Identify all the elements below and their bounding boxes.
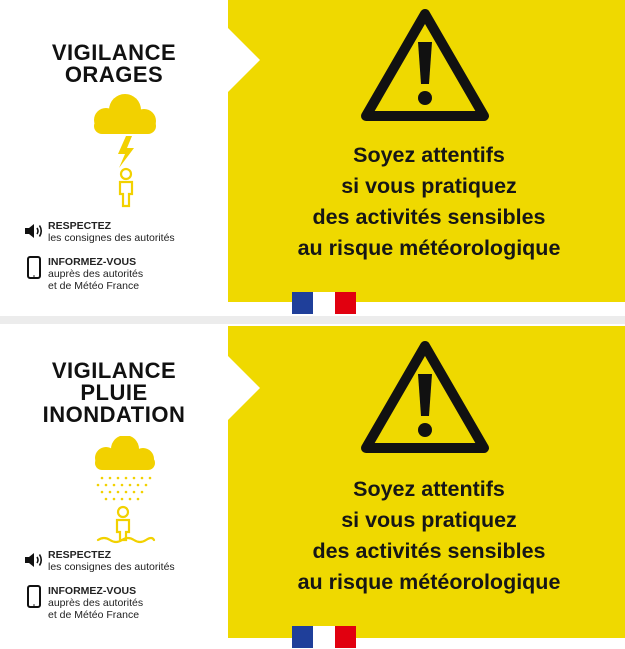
warning-triangle-icon	[360, 8, 490, 122]
vigilance-card-pluie-inondation	[0, 326, 625, 649]
action-text: auprès des autorités	[48, 268, 144, 280]
action-text: auprès des autorités	[48, 597, 144, 609]
action-respectez	[22, 549, 175, 573]
smartphone-icon	[22, 256, 48, 280]
message-text: Soyez attentifs si vous pratiquez des activités sensibles au risque météorologique	[297, 143, 561, 260]
panel-arrow-notch	[228, 356, 260, 420]
action-title: INFORMEZ-VOUS	[48, 256, 137, 268]
action-title: INFORMEZ-VOUS	[48, 585, 137, 597]
action-text: et de Météo France	[48, 280, 140, 292]
action-informez-vous	[22, 256, 143, 292]
action-informez-vous	[22, 585, 143, 621]
warning-triangle-icon	[360, 340, 490, 454]
republic-flag-logo	[292, 292, 356, 314]
action-text: les consignes des autorités	[48, 561, 175, 573]
speaker-icon	[22, 220, 48, 244]
action-title: RESPECTEZ	[48, 549, 112, 561]
smartphone-icon	[22, 585, 48, 609]
cloud-lightning-person-icon	[78, 94, 168, 212]
cloud-rain-person-icon	[78, 436, 168, 548]
action-text: les consignes des autorités	[48, 232, 175, 244]
panel-arrow-notch	[228, 28, 260, 92]
card-title: VIGILANCE PLUIE INONDATION	[42, 358, 186, 427]
card-divider	[0, 316, 625, 324]
message-text: Soyez attentifs si vous pratiquez des activités sensibles au risque météorologique	[297, 477, 561, 594]
republic-flag-logo	[292, 626, 356, 648]
action-text: et de Météo France	[48, 609, 140, 621]
action-title: RESPECTEZ	[48, 220, 112, 232]
speaker-icon	[22, 549, 48, 573]
vigilance-card-orages	[0, 0, 625, 314]
card-title: VIGILANCE ORAGES	[51, 40, 177, 87]
action-respectez	[22, 220, 175, 244]
